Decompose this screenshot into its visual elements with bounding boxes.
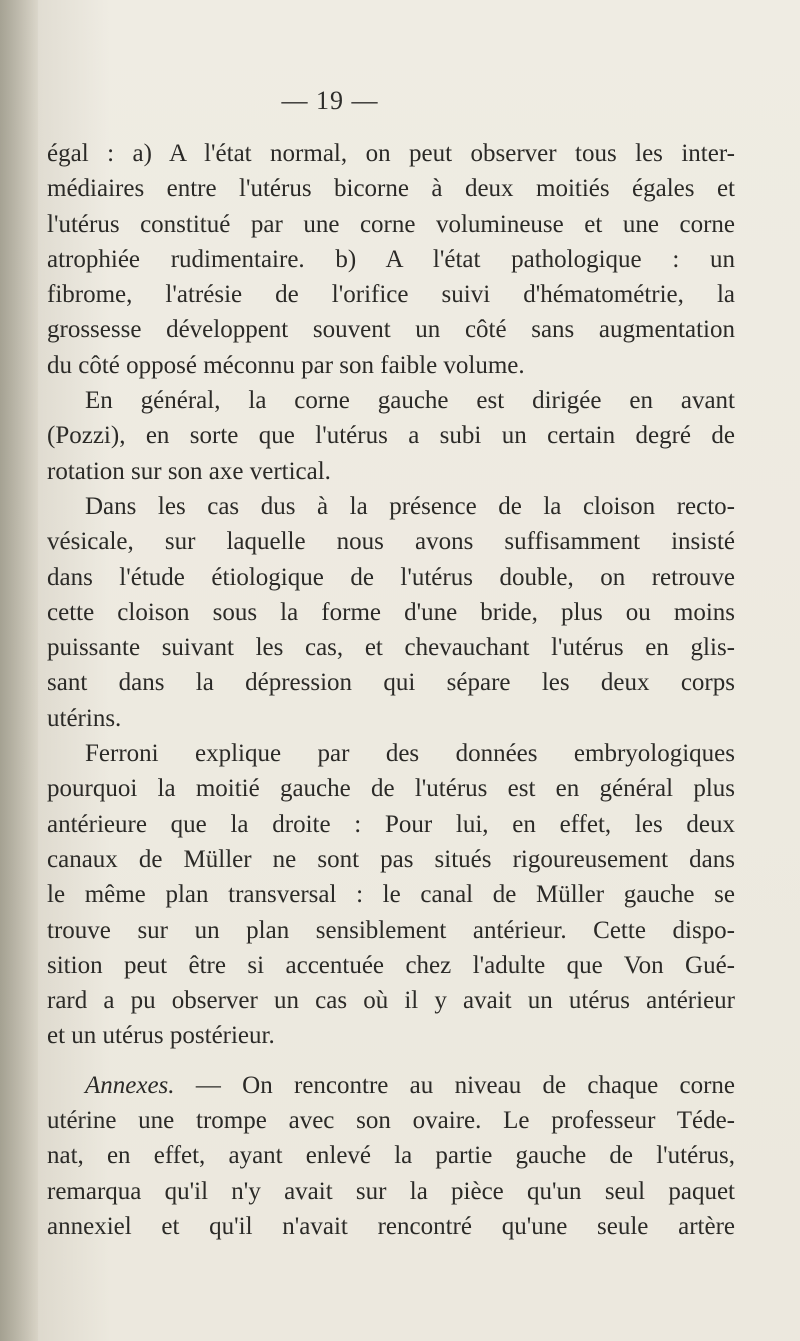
text-line: puissante suivant les cas, et chevauchant l'utérus en glis- [47, 634, 735, 662]
text-line: (Pozzi), en sorte que l'utérus a subi un certain degré de [47, 422, 735, 450]
text-line: Ferroni explique par des données embryologiques [85, 740, 735, 768]
text-line: médiaires entre l'utérus bicorne à deux moitiés égales et [47, 175, 735, 203]
text-line: grossesse développent souvent un côté sans augmentation [47, 316, 735, 344]
text-line: rotation sur son axe vertical. [47, 457, 331, 485]
binding-shadow [0, 0, 38, 1341]
text-line: nat, en effet, ayant enlevé la partie gauche de l'utérus, [47, 1142, 735, 1170]
text-line: l'utérus constitué par une corne volumineuse et une corne [47, 210, 735, 238]
text-line: canaux de Müller ne sont pas situés rigoureusement dans [47, 845, 735, 873]
body-text [47, 136, 735, 1244]
text-line: et un utérus postérieur. [47, 1022, 275, 1050]
text-line: sant dans la dépression qui sépare les deux corps [47, 669, 735, 697]
text-line: sition peut être si accentuée chez l'adulte que Von Gué- [47, 951, 735, 979]
text-line: cette cloison sous la forme d'une bride, plus ou moins [47, 598, 735, 626]
text-line: vésicale, sur laquelle nous avons suffisamment insisté [47, 528, 735, 556]
text-line: antérieure que la droite : Pour lui, en effet, les deux [47, 810, 735, 838]
text-line: remarqua qu'il n'y avait sur la pièce qu'un seul paquet [47, 1177, 735, 1205]
page-number: — 19 — [281, 86, 379, 115]
section-heading-annexes: Annexes. [85, 1071, 175, 1099]
paragraph-5 [47, 1068, 735, 1244]
paragraph-4 [47, 736, 735, 1054]
paragraph-1 [47, 136, 735, 383]
text-line: le même plan transversal : le canal de Müller gauche se [47, 881, 735, 909]
text-line: rard a pu observer un cas où il y avait un utérus antérieur [47, 987, 735, 1015]
text-line: utérins. [47, 704, 122, 732]
text-line: dans l'étude étiologique de l'utérus double, on retrouve [47, 563, 735, 591]
text-line [47, 1068, 735, 1103]
text-line-rest: — On rencontre au niveau de chaque corne [174, 1071, 735, 1099]
text-line: utérine une trompe avec son ovaire. Le professeur Téde- [47, 1107, 735, 1135]
paragraph-spacer [47, 1054, 735, 1068]
text-line: En général, la corne gauche est dirigée en avant [85, 387, 735, 415]
text-line: fibrome, l'atrésie de l'orifice suivi d'hématométrie, la [47, 281, 735, 309]
text-line: Dans les cas dus à la présence de la cloison recto- [85, 492, 735, 520]
text-line: pourquoi la moitié gauche de l'utérus est en général plus [47, 775, 735, 803]
paragraph-2 [47, 383, 735, 489]
text-line: égal : a) A l'état normal, on peut observer tous les inter- [47, 140, 735, 167]
text-line: du côté opposé méconnu par son faible volume. [47, 351, 525, 379]
text-line: annexiel et qu'il n'avait rencontré qu'une seule artère [47, 1212, 735, 1240]
paragraph-3 [47, 489, 735, 736]
text-line: trouve sur un plan sensiblement antérieur. Cette dispo- [47, 916, 735, 944]
text-line: atrophiée rudimentaire. b) A l'état pathologique : un [47, 245, 735, 273]
